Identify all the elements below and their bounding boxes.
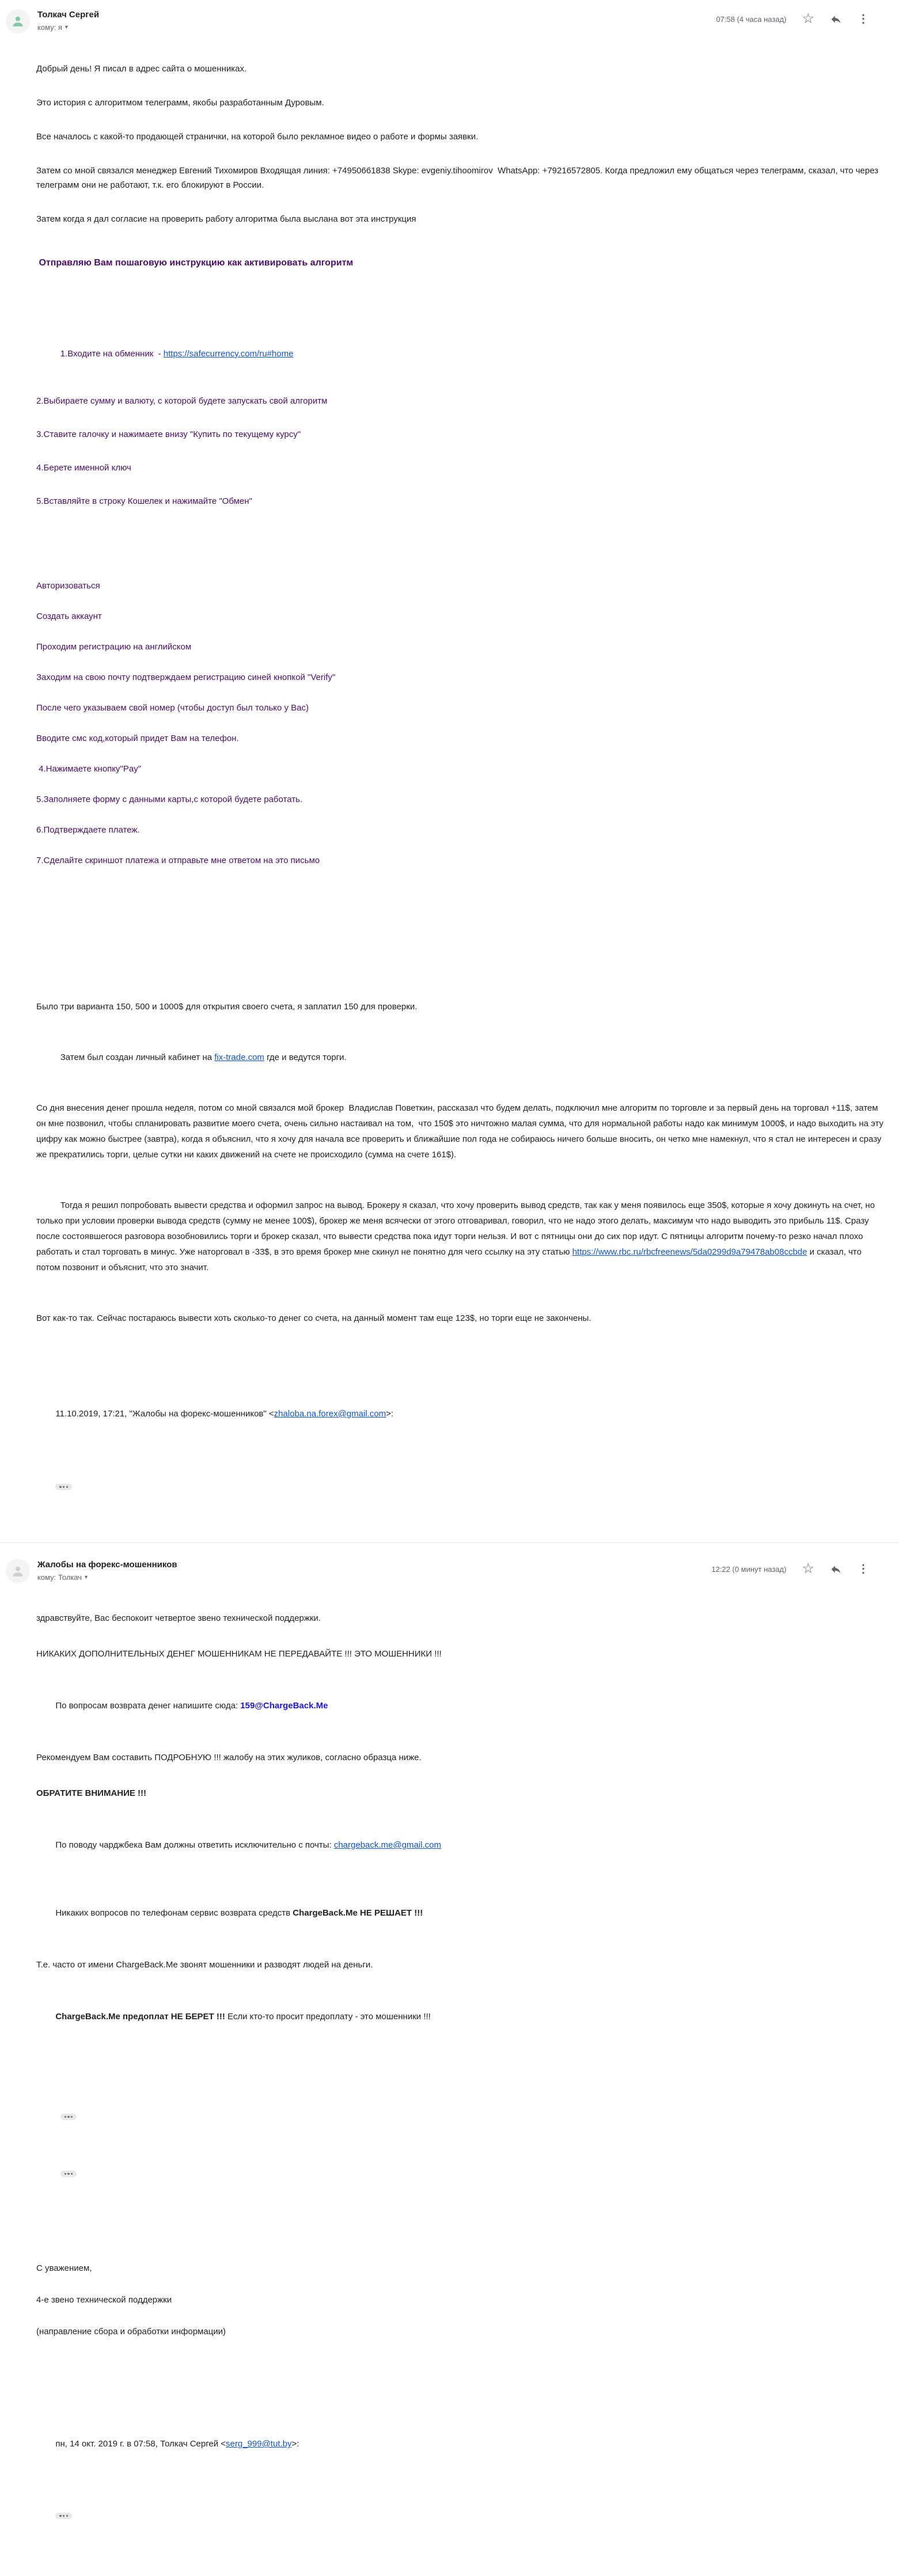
- rbc-article-link[interactable]: https://www.rbc.ru/rbcfreenews/5da0299d9a79478ab08ccbde: [572, 1247, 807, 1257]
- more-button[interactable]: [858, 13, 869, 25]
- body-line: [36, 1682, 885, 1730]
- body-line: Затем со мной связался менеджер Евгений Тихомиров Входящая линия: +74950661838 Skype: evgeniy.tihoomirov WhatsApp: +79216572805. Когда предложил ему общаться через телеграмм, сказал, что через телеграмм они не работают, т.к. его блокируют в России.: [36, 166, 881, 190]
- body-text: Никаких вопросов по телефонам сервис возврата средств: [55, 1908, 293, 1918]
- quote-text: 11.10.2019, 17:21, "Жалобы на форекс-мошенников" <: [55, 1409, 274, 1419]
- step-line: 2.Выбираете сумму и валюту, с которой будете запускать свой алгоритм: [36, 396, 328, 406]
- trimmed-content-button[interactable]: [55, 2513, 72, 2519]
- substep-line: Вводите смс код,который придет Вам на телефон.: [36, 734, 239, 743]
- sender-name: Толкач Сергей: [37, 10, 100, 20]
- ellipsis-icon: [65, 2173, 66, 2175]
- email-header: [0, 1543, 899, 1583]
- substep-line: 5.Заполняете форму с данными карты,с которой будете работать.: [36, 795, 303, 804]
- signature-line: С уважением,: [36, 2263, 92, 2274]
- chevron-down-icon: ▾: [65, 24, 68, 31]
- quoted-header-line: [36, 1392, 885, 1435]
- story-paragraph: [36, 1034, 885, 1081]
- story-paragraph: Вот как-то так. Сейчас постараюсь вывести хоть сколько-то денег со счета, на данный момент там еще 123$, но торги еще не закончены.: [36, 1313, 591, 1323]
- email-header: [0, 0, 899, 33]
- substep-line: Создать аккаунт: [36, 611, 102, 621]
- chevron-down-icon: ▾: [85, 1574, 88, 1580]
- email-body: [0, 1583, 899, 2576]
- star-button[interactable]: [802, 13, 814, 25]
- reply-icon: [830, 1563, 842, 1575]
- instruction-substeps: [36, 561, 885, 886]
- signature-line: 4-е звено технической поддержки: [36, 2295, 172, 2305]
- body-text: По вопросам возврата денег напишите сюда:: [55, 1701, 241, 1711]
- trimmed-content-button[interactable]: [55, 1484, 72, 1490]
- step-text: 1.Входите на обменник -: [60, 349, 164, 359]
- quoted-header-line: [36, 2422, 885, 2465]
- substep-line: 4.Нажимаете кнопку"Pay": [36, 764, 142, 774]
- body-text: По поводу чарджбека Вам должны ответить исключительно с почты:: [55, 1840, 334, 1851]
- reply-button[interactable]: [830, 1563, 842, 1575]
- story-text: и сказал, что потом позвонит и объяснит, что это значит.: [36, 1247, 864, 1272]
- sender-avatar: [6, 1559, 30, 1583]
- step-line: 4.Берете именной ключ: [36, 463, 131, 473]
- body-text-bold: ChargeBack.Me НЕ РЕШАЕТ !!!: [293, 1908, 423, 1918]
- body-line: Затем когда я дал согласие на проверить работу алгоритма была выслана вот эта инструкция: [36, 214, 416, 224]
- body-line: Все началось с какой-то продающей странички, на которой было рекламное видео о работе и формы заявки.: [36, 132, 479, 142]
- story-paragraph: Было три варианта 150, 500 и 1000$ для открытия своего счета, я заплатил 150 для проверки.: [36, 1002, 418, 1012]
- substep-line: 7.Сделайте скриншот платежа и отправьте мне ответом на это письмо: [36, 856, 320, 865]
- quote-text: >:: [291, 2439, 299, 2449]
- sender-name: Жалобы на форекс-мошенников: [37, 1560, 177, 1570]
- story-text: где и ведутся торги.: [264, 1053, 347, 1062]
- instruction-steps: [36, 314, 885, 528]
- email-card-2: [0, 1543, 899, 2576]
- substep-line: Проходим регистрацию на английском: [36, 642, 192, 652]
- kebab-icon: ⋮: [858, 1563, 869, 1576]
- body-text-bold: ChargeBack.Me предоплат НЕ БЕРЕТ !!!: [55, 2012, 225, 2022]
- story-text: Затем был создан личный кабинет на: [60, 1053, 215, 1062]
- chargeback-159-link[interactable]: 159@ChargeBack.Me: [240, 1701, 328, 1711]
- body-line: Добрый день! Я писал в адрес сайта о мошенниках.: [36, 64, 247, 74]
- substep-line: Авторизоваться: [36, 581, 100, 591]
- story-block: [36, 979, 885, 1346]
- substep-line: 6.Подтверждаете платеж.: [36, 825, 140, 835]
- body-line: Т.е. часто от имени ChargeBack.Me звонят мошенники и разводят людей на деньги.: [36, 1960, 373, 1970]
- star-button[interactable]: [802, 1563, 814, 1575]
- email-body: [0, 33, 899, 1519]
- instruction-heading: Отправляю Вам пошаговую инструкцию как активировать алгоритм: [36, 258, 354, 268]
- ellipsis-icon: [65, 2116, 66, 2118]
- star-icon: ☆: [802, 1561, 814, 1577]
- story-text: Тогда я решил попробовать вывести средства и оформил запрос на вывод. Брокеру я сказал, что хочу проверить вывод средств, так как у меня появилось еще 350$, которые я хочу докинуть на счет, но только при условии проверки вывода средств (сумму не менее 100$), брокер же меня всячески от этого отговаривал, говорил, что не надо этого делать, максимум что надо выводить это прибыль 11$. Сразу после состоявшегося разговора возобновились торги и брокер сказал, что вывести средства пока идут торги нельзя. И вот с пятницы они до сих пор идут. С пятницы алгоритм почему-то резко начал плохо работать и стал торговать в минус. Уже наторговал в -33$, в это время брокер мне скинул не понятно для чего ссылку на эту статью: [36, 1200, 878, 1257]
- body-line: здравствуйте, Вас беспокоит четвертое звено технической поддержки.: [36, 1613, 321, 1624]
- ellipsis-icon: [59, 1486, 61, 1488]
- quote-text: пн, 14 окт. 2019 г. в 07:58, Толкач Сергей <: [55, 2439, 226, 2449]
- timestamp: 07:58 (4 часа назад): [716, 14, 787, 24]
- serg-email-link[interactable]: serg_999@tut.by: [226, 2439, 292, 2449]
- person-icon: [10, 14, 25, 29]
- attention-line: ОБРАТИТЕ ВНИМАНИЕ !!!: [36, 1788, 147, 1799]
- reply-icon: [830, 13, 842, 25]
- quote-text: >:: [386, 1409, 394, 1419]
- step-line: 3.Ставите галочку и нажимаете внизу "Купить по текущему курсу": [36, 430, 301, 439]
- body-line: Это история с алгоритмом телеграмм, якобы разработанным Дуровым.: [36, 98, 324, 108]
- recipients-toggle[interactable]: [37, 1573, 88, 1582]
- more-button[interactable]: [858, 1563, 869, 1575]
- body-text: Если кто-то просит предоплату - это мошенники !!!: [225, 2012, 431, 2022]
- timestamp: 12:22 (0 минут назад): [711, 1564, 787, 1574]
- body-line: Рекомендуем Вам составить ПОДРОБНУЮ !!! жалобу на этих жуликов, согласно образца ниже.: [36, 1753, 422, 1763]
- story-paragraph: Со дня внесения денег прошла неделя, потом со мной связался мой брокер Владислав Поветкин, рассказал что будем делать, подключил мне алгоритм по торговле и за первый день на торговал +11$, затем он мне позвонил, чтобы спланировать развитие моего счета, очень сильно настаивал на том, что 150$ это ничтожно малая сумма, что для нормальной работы надо как минимум 1000$, и надо выходить на эту цифру как можно быстрее (завтра), когда я объяснил, что я хочу для начала все проверить и ближайшие пол года не собираюсь ничего больше вносить, он четко мне намекнул, что я стал не интересен и сразу же прекратились торги, целые сутки ни каких движений на счете не происходило (сумма на счете 161$).: [36, 1103, 886, 1160]
- star-icon: ☆: [802, 11, 814, 26]
- body-line: [36, 1993, 885, 2041]
- recipients-toggle[interactable]: [37, 23, 68, 32]
- safecurrency-link[interactable]: https://safecurrency.com/ru#home: [163, 349, 294, 359]
- trimmed-content-button[interactable]: [60, 2114, 77, 2120]
- step-line: 5.Вставляйте в строку Кошелек и нажимайте "Обмен": [36, 496, 252, 506]
- body-line: [36, 1821, 885, 1870]
- step-line: [36, 333, 885, 375]
- trimmed-content-button[interactable]: [60, 2171, 77, 2177]
- chargeback-gmail-link[interactable]: chargeback.me@gmail.com: [333, 1840, 441, 1851]
- substep-line: После чего указываем свой номер (чтобы доступ был только у Вас): [36, 703, 309, 713]
- recipients-label: кому: я: [37, 23, 62, 32]
- zhaloba-email-link[interactable]: zhaloba.na.forex@gmail.com: [274, 1409, 386, 1419]
- kebab-icon: ⋮: [858, 13, 869, 25]
- person-icon: [10, 1564, 25, 1579]
- body-line: [36, 1889, 885, 1937]
- signature-line: (направление сбора и обработки информации): [36, 2327, 226, 2337]
- ellipsis-icon: [59, 2515, 61, 2517]
- fix-trade-link[interactable]: fix-trade.com: [214, 1053, 264, 1062]
- recipients-label: кому: Толкач: [37, 1573, 82, 1582]
- signature-block: [36, 2243, 885, 2357]
- story-paragraph: [36, 1182, 885, 1291]
- sender-avatar: [6, 9, 30, 33]
- substep-line: Заходим на свою почту подтверждаем регистрацию синей кнопкой "Verify": [36, 673, 336, 682]
- reply-button[interactable]: [830, 13, 842, 25]
- body-line: НИКАКИХ ДОПОЛНИТЕЛЬНЫХ ДЕНЕГ МОШЕННИКАМ НЕ ПЕРЕДАВАЙТЕ !!! ЭТО МОШЕННИКИ !!!: [36, 1649, 442, 1659]
